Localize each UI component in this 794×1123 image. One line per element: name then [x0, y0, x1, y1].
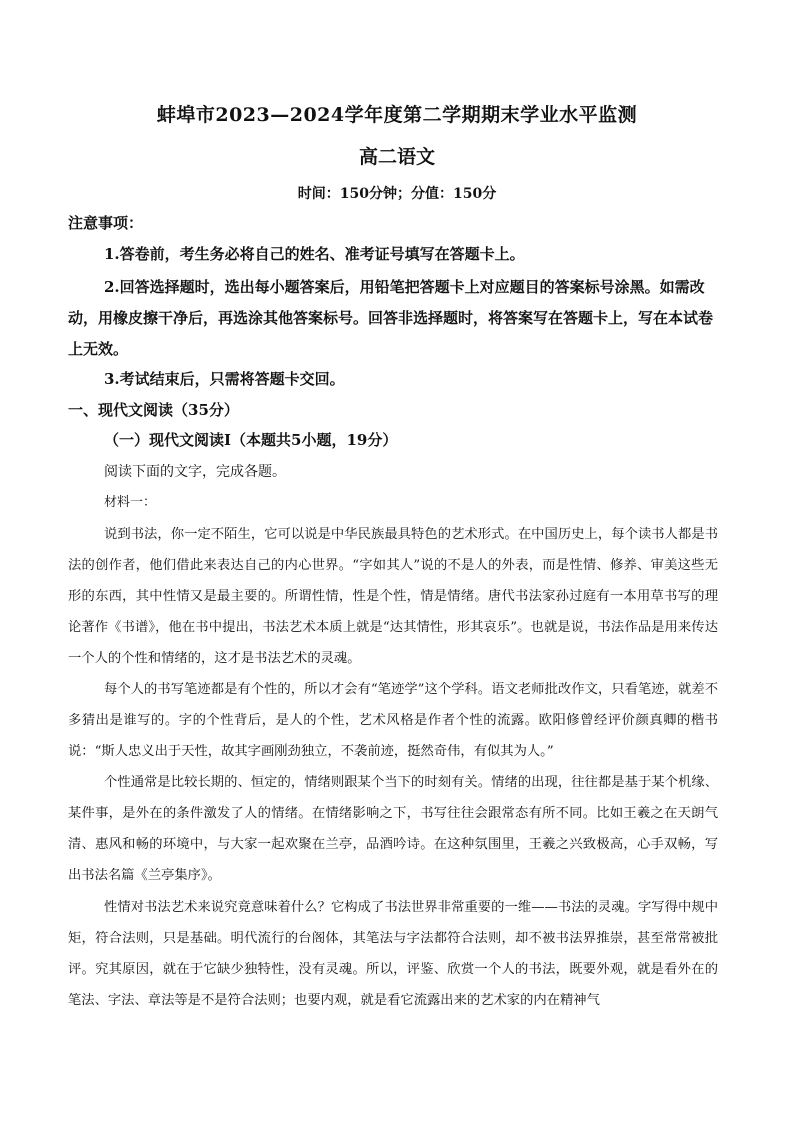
time-and-score: 时间：150分钟；分值：150分: [297, 186, 497, 202]
material-label: 材料一：: [104, 495, 157, 510]
exam-title: 蚌埠市2023—2024学年度第二学期期末学业水平监测: [156, 104, 638, 126]
material-paragraph-3: 个性通常是比较长期的、恒定的，情绪则跟某个当下的时刻有关。情绪的出现，往往都是基于某个机缘、某件事，是外在的条件激发了人的情绪。在情绪影响之下，书写往往会跟常态有所不同。比如王羲之在天朗气清、惠风和畅的环境中，与大家一起欢聚在兰亭，品酒吟诗。在这种氛围里，王羲之兴致极高，心手双畅，写出书法名篇《兰亭集序》。: [68, 775, 718, 883]
notice-heading: 注意事项：: [68, 214, 144, 232]
material-paragraph-4: 性情对书法艺术来说究竟意味着什么？它构成了书法世界非常重要的一维——书法的灵魂。字写得中规中矩，符合法则，只是基础。明代流行的台阁体，其笔法与字法都符合法则，却不被书法界推崇，甚至常常被批评。究其原因，就在于它缺少独特性，没有灵魂。所以，评鉴、欣赏一个人的书法，既要外观，就是看外在的笔法、字法、章法等是不是符合法则；也要内观，就是看它流露出来的艺术家的内在精神气: [68, 900, 718, 1008]
notice-item-2: 2.回答选择题时，选出每小题答案后，用铅笔把答题卡上对应题目的答案标号涂黑。如需改动，用橡皮擦干净后，再选涂其他答案标号。回答非选择题时，将答案写在答题卡上，写在本试卷上无效。: [68, 278, 714, 358]
notice-item-1: 1.答卷前，考生务必将自己的姓名、准考证号填写在答题卡上。: [104, 245, 525, 263]
subsection-heading: （一）现代文阅读Ⅰ（本题共5小题，19分）: [104, 431, 398, 449]
exam-subject: 高二语文: [358, 146, 435, 168]
notice-item-3: 3.考试结束后，只需将答题卡交回。: [104, 370, 345, 388]
section-heading: 一、现代文阅读（35分）: [68, 401, 239, 419]
material-paragraph-2: 每个人的书写笔迹都是有个性的，所以才会有“笔迹学”这个学科。语文老师批改作文，只看笔迹，就差不多猜出是谁写的。字的个性背后，是人的个性，艺术风格是作者个性的流露。欧阳修曾经评价颜真卿的楷书说：“斯人忠义出于天性，故其字画刚劲独立，不袭前迹，挺然奇伟，有似其为人。”: [68, 682, 718, 759]
material-paragraph-1: 说到书法，你一定不陌生，它可以说是中华民族最具特色的艺术形式。在中国历史上，每个读书人都是书法的创作者，他们借此来表达自己的内心世界。“字如其人”说的不是人的外表，而是性情、修养、审美这些无形的东西，其中性情又是最主要的。所谓性情，性是个性，情是情绪。唐代书法家孙过庭有一本用草书写的理论著作《书谱》，他在书中提出，书法艺术本质上就是“达其情性，形其哀乐”。也就是说，书法作品是用来传达一个人的个性和情绪的，这才是书法艺术的灵魂。: [68, 527, 718, 666]
reading-instruction: 阅读下面的文字，完成各题。: [104, 464, 286, 480]
